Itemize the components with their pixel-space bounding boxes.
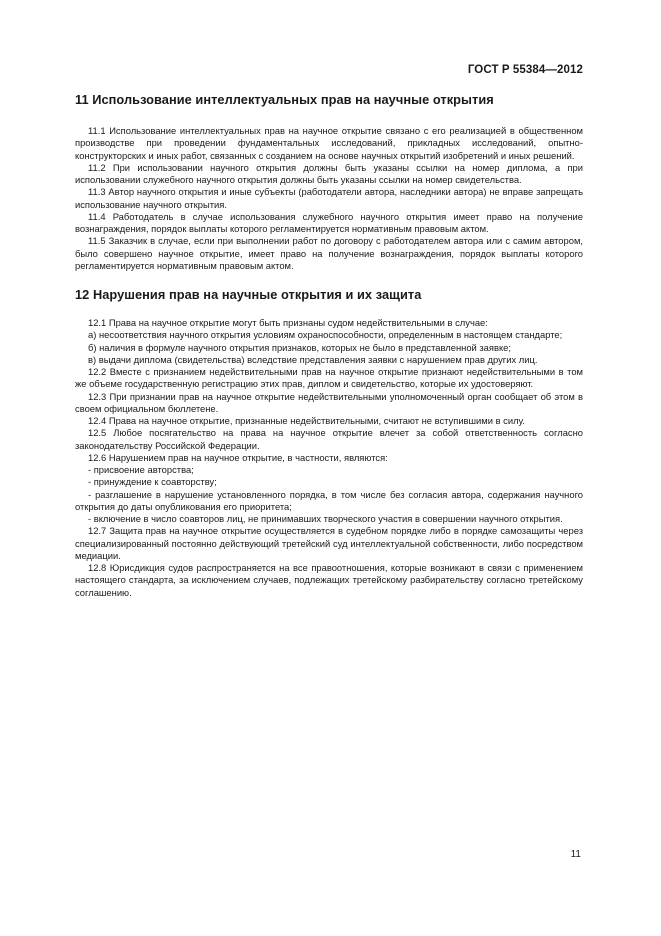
paragraph-11-5: 11.5 Заказчик в случае, если при выполнении работ по договору с работодателем автора или с самим автором, было совершено научное открытие, имеет право на получение вознаграждения, порядок выплаты которого регламентируется нормативным правовым актом. — [75, 235, 583, 271]
paragraph-12-3: 12.3 При признании прав на научное открытие недействительными уполномоченный орган сообщает об этом в своем официальном бюллетене. — [75, 390, 583, 414]
paragraph-12-2: 12.2 Вместе с признанием недействительными прав на научное открытие признают недействительными в том же объеме государственную регистрацию этих прав, диплом и свидетельство, которые их удостоверяют. — [75, 366, 583, 390]
paragraph-11-4: 11.4 Работодатель в случае использования служебного научного открытия имеет право на получение вознаграждения, порядок выплаты которого регламентируется нормативным правовым актом. — [75, 210, 583, 234]
document-id: ГОСТ Р 55384—2012 — [467, 64, 583, 76]
paragraph-12-5: 12.5 Любое посягательство на права на научное открытие влечет за собой ответственность согласно законодательству Российской Федерации. — [75, 427, 583, 451]
section-12-heading: 12 Нарушения прав на научные открытия и их защита — [75, 287, 422, 302]
list-item-b: б) наличия в формуле научного открытия признаков, которых не было в представленной заявке; — [88, 341, 511, 353]
paragraph-12-6: 12.6 Нарушением прав на научное открытие, в частности, являются: — [88, 451, 388, 463]
section-11-heading: 11 Использование интеллектуальных прав на научные открытия — [75, 92, 494, 107]
paragraph-11-2: 11.2 При использовании научного открытия должны быть указаны ссылки на номер диплома, а при использовании служебного научного открытия должны быть указаны ссылки на номер свидетельства. — [75, 161, 583, 185]
dash-item-coauthorship: - принуждение к соавторству; — [88, 476, 217, 488]
paragraph-11-3: 11.3 Автор научного открытия и иные субъекты (работодатели автора, наследники автора) не вправе запрещать использование научного открытия. — [75, 186, 583, 210]
paragraph-12-7: 12.7 Защита прав на научное открытие осуществляется в судебном порядке либо в порядке самозащиты через специализированный постоянно действующий третейский суд интеллектуальной собственности, либо посредством медиации. — [75, 525, 583, 561]
paragraph-12-8: 12.8 Юрисдикция судов распространяется на все правоотношения, которые возникают в связи с применением настоящего стандарта, за исключением случаев, подлежащих третейскому разбирательству согласно третейскому соглашению. — [75, 562, 583, 598]
list-item-a: а) несоответствия научного открытия условиям охраноспособности, определенным в настоящем стандарте; — [88, 329, 563, 341]
page-body — [75, 92, 583, 599]
dash-item-disclosure: - разглашение в нарушение установленного порядка, в том числе без согласия автора, содержания научного открытия до даты опубликования его приоритета; — [75, 488, 583, 512]
list-item-v: в) выдачи диплома (свидетельства) вследствие представления заявки с нарушением прав других лиц. — [88, 353, 538, 365]
dash-item-authorship: - присвоение авторства; — [88, 464, 194, 475]
paragraph-11-1: 11.1 Использование интеллектуальных прав на научное открытие связано с его реализацией в общественном производстве при проведении фундаментальных исследований, прикладных исследований, опытно-конструкторских и иных работ, связанных с созданием на основе научных открытий изобретений и иных решений. — [75, 125, 583, 161]
page-number: 11 — [570, 849, 581, 860]
paragraph-12-1: 12.1 Права на научное открытие могут быть признаны судом недействительными в случае: — [88, 317, 488, 328]
paragraph-12-4: 12.4 Права на научное открытие, признанные недействительными, считают не вступившими в силу. — [88, 415, 525, 426]
dash-item-inclusion: - включение в число соавторов лиц, не принимавших творческого участия в совершении научного открытия. — [88, 513, 563, 524]
